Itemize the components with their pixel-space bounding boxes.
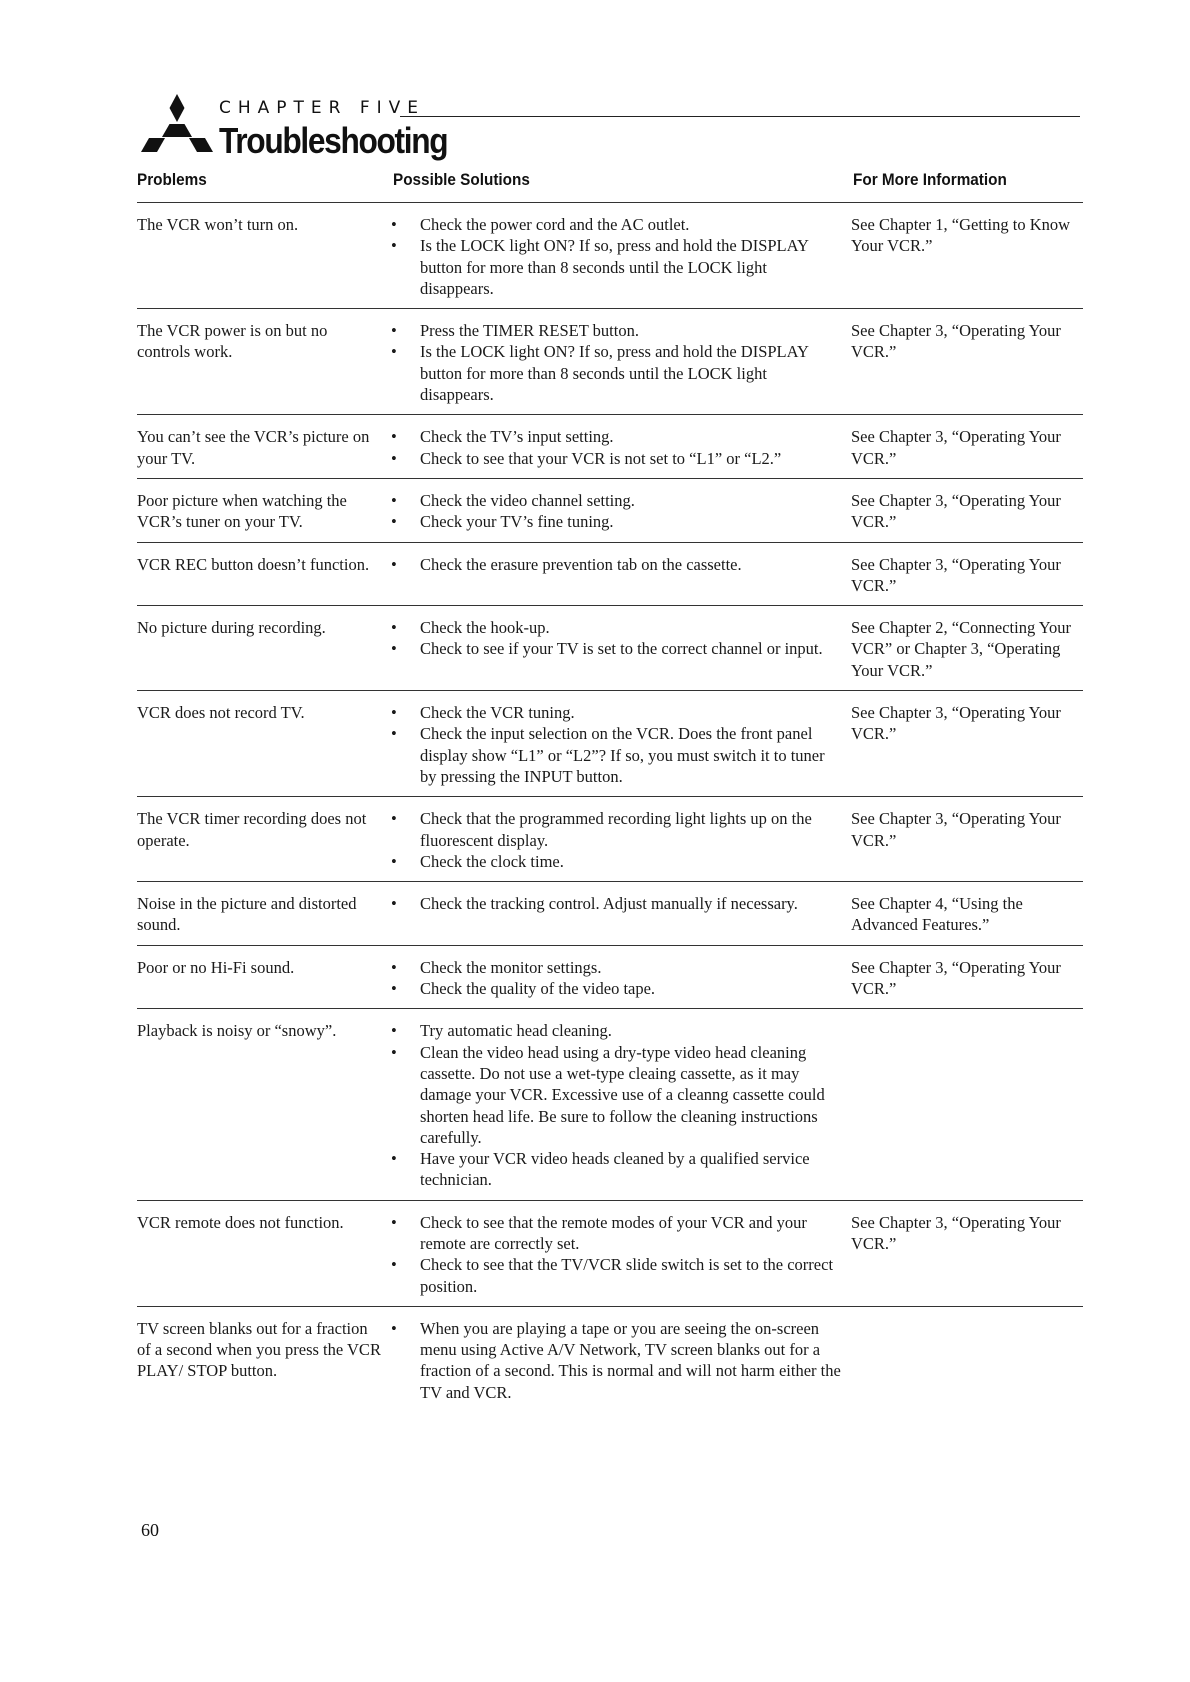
table-row: [137, 1306, 1083, 1412]
table-row: [137, 414, 1083, 478]
solutions-cell: [391, 426, 851, 469]
table-row: [137, 478, 1083, 542]
solutions-cell: [391, 808, 851, 872]
info-cell: See Chapter 3, “Operating Your VCR.”: [851, 1212, 1061, 1253]
solution-bullet: • Check the erasure prevention tab on the cassette.: [391, 554, 841, 575]
solutions-cell: [391, 617, 851, 681]
problem-cell: VCR does not record TV.: [137, 703, 305, 723]
solutions-cell: [391, 490, 851, 533]
info-cell: [851, 1020, 1083, 1190]
info-cell: See Chapter 3, “Operating Your VCR.”: [851, 321, 1061, 362]
page-number: 60: [141, 1520, 159, 1540]
table-row: [137, 542, 1083, 606]
solution-bullet: • Check the TV’s input setting.: [391, 426, 841, 447]
table-row: [137, 308, 1083, 414]
table-row: [137, 881, 1083, 945]
table-row: [137, 1008, 1083, 1199]
info-cell: See Chapter 3, “Operating Your VCR.”: [851, 957, 1061, 999]
problem-cell: You can’t see the VCR’s picture on your TV.: [137, 427, 370, 468]
solution-bullet: • Check to see that the remote modes of your VCR and your remote are correctly set.: [391, 1212, 841, 1255]
problem-cell: Noise in the picture and distorted sound.: [137, 894, 357, 935]
solution-bullet: • Is the LOCK light ON? If so, press and hold the DISPLAY button for more than 8 seconds until the LOCK light disappears.: [391, 235, 841, 299]
solution-bullet: • Check the monitor settings.: [391, 957, 841, 978]
solution-bullet: • Check the tracking control. Adjust manually if necessary.: [391, 893, 841, 914]
chapter-label: CHAPTER FIVE: [219, 98, 426, 118]
problem-cell: Poor picture when watching the VCR’s tuner on your TV.: [137, 490, 347, 532]
problem-cell: The VCR power is on but no controls work.: [137, 321, 328, 362]
page-title: Troubleshooting: [219, 120, 448, 161]
solutions-cell: [391, 1212, 851, 1297]
solution-bullet: • When you are playing a tape or you are seeing the on-screen menu using Active A/V Network, TV screen blanks out for a fraction of a second. This is normal and will not harm either the TV and VCR.: [391, 1318, 841, 1403]
solution-bullet: • Check that the programmed recording light lights up on the fluorescent display.: [391, 808, 841, 851]
table-row: [137, 202, 1083, 308]
solution-bullet: • Check the hook-up.: [391, 617, 841, 638]
problem-cell: TV screen blanks out for a fraction of a second when you press the VCR PLAY/ STOP button.: [137, 1318, 381, 1381]
solution-bullet: • Check the quality of the video tape.: [391, 978, 841, 999]
solutions-cell: [391, 554, 851, 597]
problem-cell: The VCR timer recording does not operate.: [137, 809, 367, 850]
info-cell: See Chapter 3, “Operating Your VCR.”: [851, 490, 1061, 532]
solution-bullet: • Check the power cord and the AC outlet.: [391, 214, 841, 235]
solutions-cell: [391, 893, 851, 936]
info-cell: See Chapter 3, “Operating Your VCR.”: [851, 554, 1061, 595]
solution-bullet: • Have your VCR video heads cleaned by a qualified service technician.: [391, 1148, 841, 1191]
solution-bullet: • Check the video channel setting.: [391, 490, 841, 511]
three-diamond-logo-icon: [141, 94, 213, 154]
solutions-cell: [391, 320, 851, 405]
info-cell: See Chapter 1, “Getting to Know Your VCR.”: [851, 215, 1071, 256]
troubleshooting-table: [137, 202, 1083, 1412]
problem-cell: VCR remote does not function.: [137, 1212, 344, 1232]
column-header-solutions: Possible Solutions: [393, 170, 530, 189]
solutions-cell: [391, 957, 851, 1000]
problem-cell: Playback is noisy or “snowy”.: [137, 1021, 337, 1041]
table-row: [137, 796, 1083, 881]
info-cell: See Chapter 2, “Connecting Your VCR” or Chapter 3, “Operating Your VCR.”: [851, 618, 1071, 680]
info-cell: See Chapter 3, “Operating Your VCR.”: [851, 809, 1061, 850]
info-cell: See Chapter 3, “Operating Your VCR.”: [851, 703, 1061, 744]
problem-cell: No picture during recording.: [137, 618, 326, 638]
solutions-cell: [391, 214, 851, 299]
table-row: [137, 690, 1083, 796]
info-cell: See Chapter 3, “Operating Your VCR.”: [851, 427, 1061, 468]
solution-bullet: • Clean the video head using a dry-type video head cleaning cassette. Do not use a wet-type cleaing cassette, as it may damage your VCR. Excessive use of a cleanng cassette could shorten head life. Be sure to follow the cleaning instructions carefully.: [391, 1042, 841, 1148]
info-cell: See Chapter 4, “Using the Advanced Features.”: [851, 894, 1023, 935]
solution-bullet: • Check your TV’s fine tuning.: [391, 511, 841, 532]
table-row: [137, 605, 1083, 690]
column-header-info: For More Information: [853, 170, 1007, 189]
solution-bullet: • Check to see if your TV is set to the correct channel or input.: [391, 638, 841, 659]
solutions-cell: [391, 1318, 851, 1403]
solution-bullet: • Check the input selection on the VCR. Does the front panel display show “L1” or “L2”? If so, you must switch it to tuner by pressing the INPUT button.: [391, 723, 841, 787]
solutions-cell: [391, 1020, 851, 1190]
solution-bullet: • Check to see that your VCR is not set to “L1” or “L2.”: [391, 448, 841, 469]
solution-bullet: • Check to see that the TV/VCR slide switch is set to the correct position.: [391, 1254, 841, 1297]
problem-cell: VCR REC button doesn’t function.: [137, 554, 370, 574]
solution-bullet: • Check the VCR tuning.: [391, 702, 841, 723]
problem-cell: Poor or no Hi-Fi sound.: [137, 957, 295, 977]
solution-bullet: • Check the clock time.: [391, 851, 841, 872]
solution-bullet: • Is the LOCK light ON? If so, press and hold the DISPLAY button for more than 8 seconds until the LOCK light disappears.: [391, 341, 841, 405]
solutions-cell: [391, 702, 851, 787]
table-row: [137, 945, 1083, 1009]
chapter-rule: [400, 116, 1080, 117]
solution-bullet: • Press the TIMER RESET button.: [391, 320, 841, 341]
table-row: [137, 1200, 1083, 1306]
solution-bullet: • Try automatic head cleaning.: [391, 1020, 841, 1041]
info-cell: [851, 1318, 1083, 1403]
column-header-problems: Problems: [137, 170, 207, 189]
problem-cell: The VCR won’t turn on.: [137, 215, 299, 234]
